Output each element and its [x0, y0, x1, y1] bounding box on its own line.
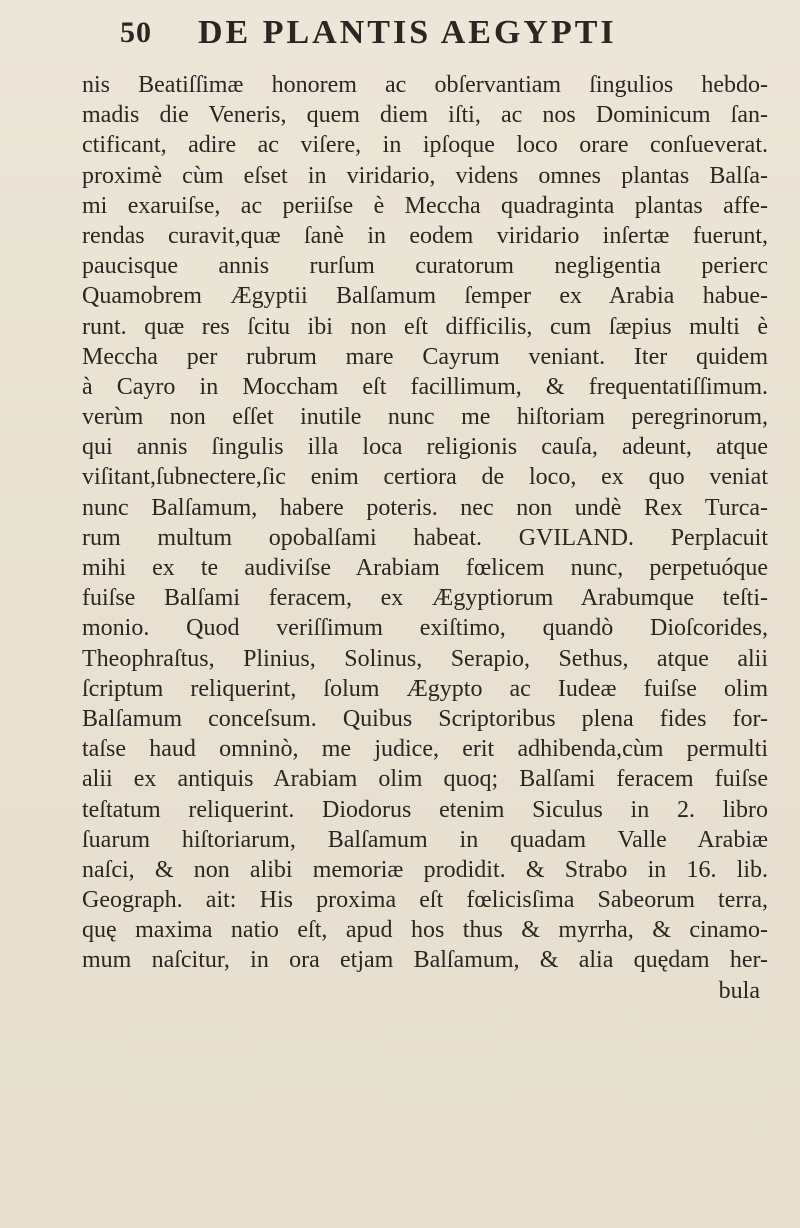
text-line: alii ex antiquis Arabiam olim quoq; Balſami feracem fuiſse — [82, 766, 768, 793]
text-line: mum naſcitur, in ora etjam Balſamum, & alia quędam her- — [82, 947, 768, 974]
text-line: quę maxima natio eſt, apud hos thus & myrrha, & cinamo- — [82, 917, 768, 944]
page-number: 50 — [120, 16, 152, 49]
running-head: DE PLANTIS AEGYPTI — [198, 14, 617, 51]
catchword: bula — [718, 977, 760, 1004]
text-line: qui annis ſingulis illa loca religionis cauſa, adeunt, atque — [82, 434, 768, 461]
text-line: ſuarum hiſtoriarum, Balſamum in quadam Valle Arabiæ — [82, 826, 768, 853]
text-line: à Cayro in Moccham eſt facillimum, & frequentatiſſimum. — [82, 373, 768, 400]
text-line: Balſamum conceſsum. Quibus Scriptoribus plena fides for- — [82, 705, 768, 732]
page-header — [120, 14, 760, 58]
text-line: Quamobrem Ægyptii Balſamum ſemper ex Arabia habue- — [82, 283, 768, 310]
text-line: paucisque annis rurſum curatorum negligentia perierc — [82, 253, 768, 280]
text-line: ctificant, adire ac viſere, in ipſoque loco orare conſueverat. — [82, 132, 768, 159]
body-text — [82, 70, 768, 1006]
text-line: naſci, & non alibi memoriæ prodidit. & Strabo in 16. lib. — [82, 856, 768, 883]
text-line: monio. Quod veriſſimum exiſtimo, quandò Dioſcorides, — [82, 615, 768, 642]
text-line: Geograph. ait: His proxima eſt fœlicisſima Sabeorum terra, — [82, 887, 768, 914]
text-line: taſse haud omninò, me judice, erit adhibenda,cùm permulti — [82, 736, 768, 763]
text-line: madis die Veneris, quem diem iſti, ac nos Dominicum ſan- — [82, 102, 768, 129]
text-line: rendas curavit,quæ ſanè in eodem viridario inſertæ fuerunt, — [82, 222, 768, 249]
text-line: rum multum opobalſami habeat. GVILAND. Perplacuit — [82, 524, 768, 551]
text-line: nunc Balſamum, habere poteris. nec non undè Rex Turca- — [82, 494, 768, 521]
text-line: mi exaruiſse, ac periiſse è Meccha quadraginta plantas affe- — [82, 192, 768, 219]
text-line: Meccha per rubrum mare Cayrum veniant. Iter quidem — [82, 343, 768, 370]
text-line: verùm non eſſet inutile nunc me hiſtoriam peregrinorum, — [82, 404, 768, 431]
text-line: mihi ex te audiviſse Arabiam fœlicem nunc, perpetuóque — [82, 555, 768, 581]
text-line: viſitant,ſubnectere,ſic enim certiora de loco, ex quo veniat — [82, 464, 768, 491]
text-line: teſtatum reliquerint. Diodorus etenim Siculus in 2. libro — [82, 796, 768, 823]
text-line: Theophraſtus, Plinius, Solinus, Serapio, Sethus, atque alii — [82, 645, 768, 672]
text-line: nis Beatiſſimæ honorem ac obſervantiam ſingulios hebdo- — [82, 72, 768, 98]
text-line: ſcriptum reliquerint, ſolum Ægypto ac Iudeæ fuiſse olim — [82, 675, 768, 702]
text-line: runt. quæ res ſcitu ibi non eſt difficilis, cum ſæpius multi è — [82, 313, 768, 340]
text-line: proximè cùm eſset in viridario, videns omnes plantas Balſa- — [82, 162, 768, 189]
text-line: fuiſse Balſami feracem, ex Ægyptiorum Arabumque teſti- — [82, 585, 768, 612]
